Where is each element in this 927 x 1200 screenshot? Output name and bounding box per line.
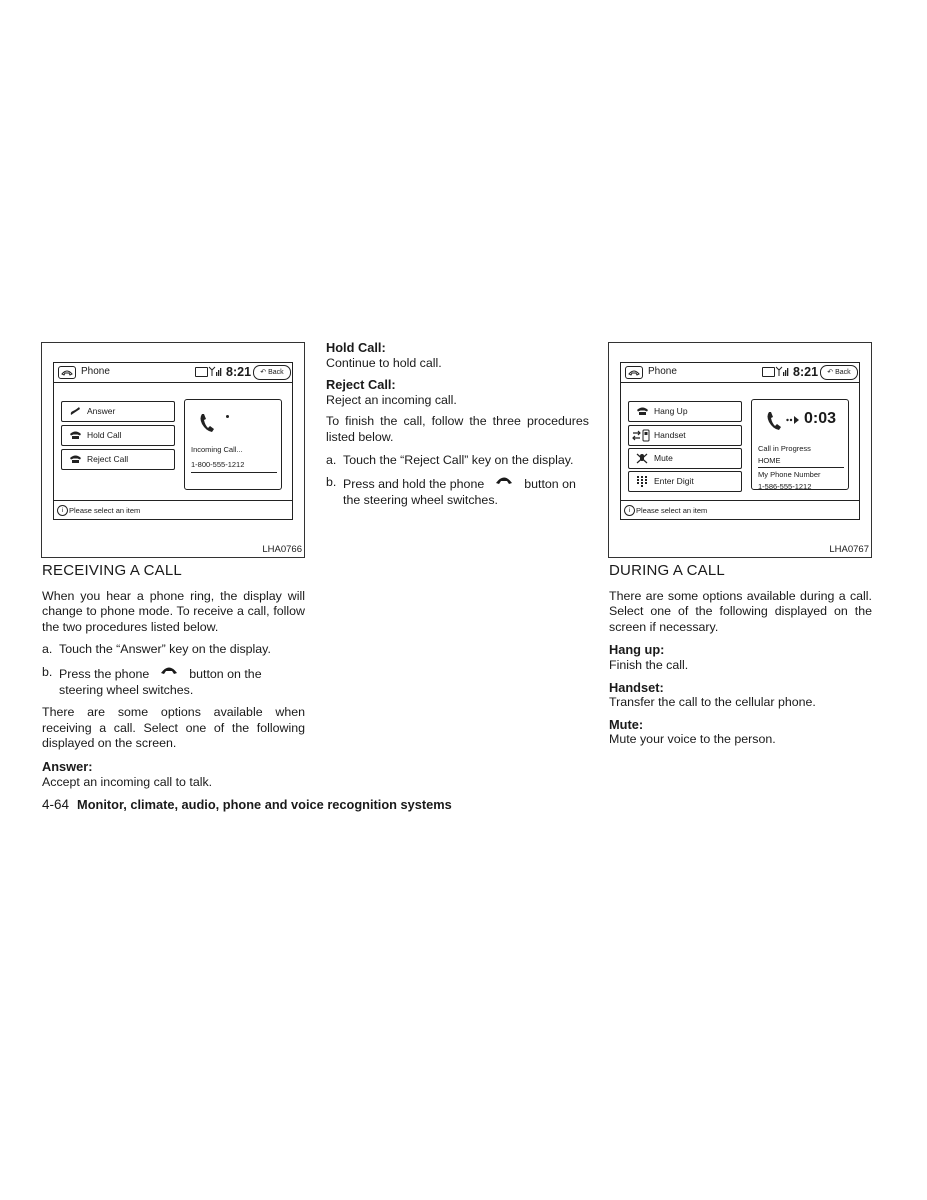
- back-button[interactable]: [820, 365, 858, 380]
- figure-receiving-call: [41, 342, 305, 558]
- back-arrow-icon: ↶: [260, 369, 267, 376]
- ringing-dot-icon: [226, 415, 229, 418]
- hold-reject-section: [326, 340, 589, 515]
- screen-header: [54, 363, 292, 383]
- call-info-panel: [751, 399, 849, 490]
- definition-title: Reject Call:: [326, 377, 396, 393]
- clock-display: 8:21: [793, 365, 819, 379]
- back-label: Back: [268, 369, 284, 376]
- my-number-label: My Phone Number: [758, 470, 821, 479]
- answer-definition: [42, 759, 305, 790]
- step-text-post: button on the steering wheel switches.: [59, 666, 262, 697]
- intro-paragraph: There are some options available during a call. Select one of the following displayed on the screen if necessary.: [609, 588, 872, 634]
- mute-label: Mute: [654, 453, 673, 463]
- hang-up-label: Hang Up: [654, 406, 688, 416]
- definition-text: Continue to hold call.: [326, 355, 442, 370]
- section-heading: DURING A CALL: [609, 562, 725, 579]
- phone-screen: [620, 362, 860, 520]
- step-a: [326, 453, 589, 469]
- mute-button[interactable]: [628, 448, 742, 469]
- step-text: Touch the “Answer” key on the display.: [59, 642, 271, 657]
- screen-header: [621, 363, 859, 383]
- status-text: Please select an item: [69, 506, 141, 515]
- handset-transfer-icon: [632, 429, 651, 442]
- back-button[interactable]: [253, 365, 291, 380]
- definition-text: Reject an incoming call.: [326, 392, 457, 407]
- definition-title: Hang up:: [609, 642, 665, 658]
- answer-label: Answer: [87, 406, 116, 416]
- options-paragraph: There are some options available when receiving a call. Select one of the following displayed on the screen.: [42, 705, 305, 751]
- step-a: [42, 642, 305, 658]
- battery-icon: [762, 367, 775, 377]
- enter-digit-label: Enter Digit: [654, 476, 694, 486]
- info-icon: i: [57, 505, 68, 516]
- step-letter: b.: [42, 664, 53, 679]
- definition-title: Hold Call:: [326, 340, 386, 355]
- chapter-title: Monitor, climate, audio, phone and voice recognition systems: [77, 797, 452, 812]
- definition-text: Accept an incoming call to talk.: [42, 774, 213, 789]
- phone-menu-icon[interactable]: [58, 366, 76, 379]
- signal-icon: [775, 366, 789, 377]
- hold-call-definition: [326, 340, 589, 371]
- figure-code: LHA0767: [829, 544, 869, 555]
- phone-button-icon: [155, 665, 183, 677]
- mute-definition: [609, 717, 872, 748]
- screen-title: Phone: [648, 366, 677, 377]
- clock-display: 8:21: [226, 365, 252, 379]
- step-letter: a.: [326, 452, 337, 467]
- phone-reject-icon: [69, 454, 82, 464]
- during-call-section: [609, 563, 872, 754]
- signal-icon: [208, 366, 222, 377]
- hold-call-label: Hold Call: [87, 430, 122, 440]
- back-arrow-icon: ↶: [827, 369, 834, 376]
- phone-hangup-icon: [636, 406, 649, 416]
- keypad-icon: [636, 476, 648, 487]
- definition-title: Answer:: [42, 758, 93, 774]
- status-text: Please select an item: [636, 506, 708, 515]
- incoming-call-icon: [199, 412, 219, 434]
- status-bar: [54, 500, 292, 520]
- phone-menu-icon[interactable]: [625, 366, 643, 379]
- answer-button[interactable]: [61, 401, 175, 422]
- mute-icon: [636, 453, 648, 464]
- call-status-text: Call in Progress: [758, 444, 811, 453]
- hang-up-button[interactable]: [628, 401, 742, 422]
- section-heading: RECEIVING A CALL: [42, 562, 182, 579]
- page-footer: [42, 797, 452, 812]
- divider: [191, 472, 277, 473]
- step-letter: b.: [326, 475, 337, 490]
- my-number-value: 1-586-555-1212: [758, 482, 812, 491]
- definition-title: Mute:: [609, 716, 644, 732]
- back-label: Back: [835, 369, 851, 376]
- definition-text: Mute your voice to the person.: [609, 732, 776, 747]
- step-text-pre: Press the phone: [59, 666, 150, 681]
- info-icon: i: [624, 505, 635, 516]
- definition-text: Transfer the call to the cellular phone.: [609, 695, 816, 710]
- incoming-call-text: Incoming Call...: [191, 445, 243, 454]
- phone-hold-icon: [69, 430, 82, 440]
- call-active-arrow-icon: [786, 416, 800, 424]
- intro-paragraph: When you hear a phone ring, the display will change to phone mode. To receive a call, follow the two procedures listed below.: [42, 588, 305, 634]
- page-number: 4-64: [42, 797, 70, 812]
- definition-title: Handset:: [609, 679, 664, 695]
- divider: [758, 467, 844, 468]
- status-bar: [621, 500, 859, 520]
- figure-code: LHA0766: [262, 544, 302, 555]
- call-info-panel: [184, 399, 282, 490]
- hang-up-definition: [609, 642, 872, 673]
- step-b: [326, 475, 589, 508]
- step-text-post: button on the steering wheel switches.: [343, 477, 576, 507]
- hold-call-button[interactable]: [61, 425, 175, 446]
- step-text: Touch the “Reject Call” key on the display.: [343, 452, 574, 467]
- definition-text: Finish the call.: [609, 657, 689, 672]
- phone-screen: [53, 362, 293, 520]
- enter-digit-button[interactable]: [628, 471, 742, 492]
- receiving-call-section: [42, 563, 305, 796]
- phone-button-icon: [490, 475, 518, 487]
- call-in-progress-icon: [766, 410, 786, 432]
- battery-icon: [195, 367, 208, 377]
- reject-call-button[interactable]: [61, 449, 175, 470]
- call-timer: 0:03: [804, 410, 837, 427]
- step-text-pre: Press and hold the phone: [343, 477, 485, 492]
- screen-title: Phone: [81, 366, 110, 377]
- handset-label: Handset: [654, 430, 686, 440]
- handset-button[interactable]: [628, 425, 742, 446]
- handset-definition: [609, 680, 872, 711]
- reject-call-label: Reject Call: [87, 454, 129, 464]
- step-b: [42, 665, 305, 698]
- figure-during-call: [608, 342, 872, 558]
- caller-number: 1-800-555-1212: [191, 460, 245, 469]
- finish-paragraph: To finish the call, follow the three procedures listed below.: [326, 414, 589, 444]
- step-letter: a.: [42, 642, 53, 657]
- reject-call-definition: [326, 377, 589, 408]
- caller-name: HOME: [758, 456, 781, 465]
- phone-answer-icon: [69, 406, 81, 416]
